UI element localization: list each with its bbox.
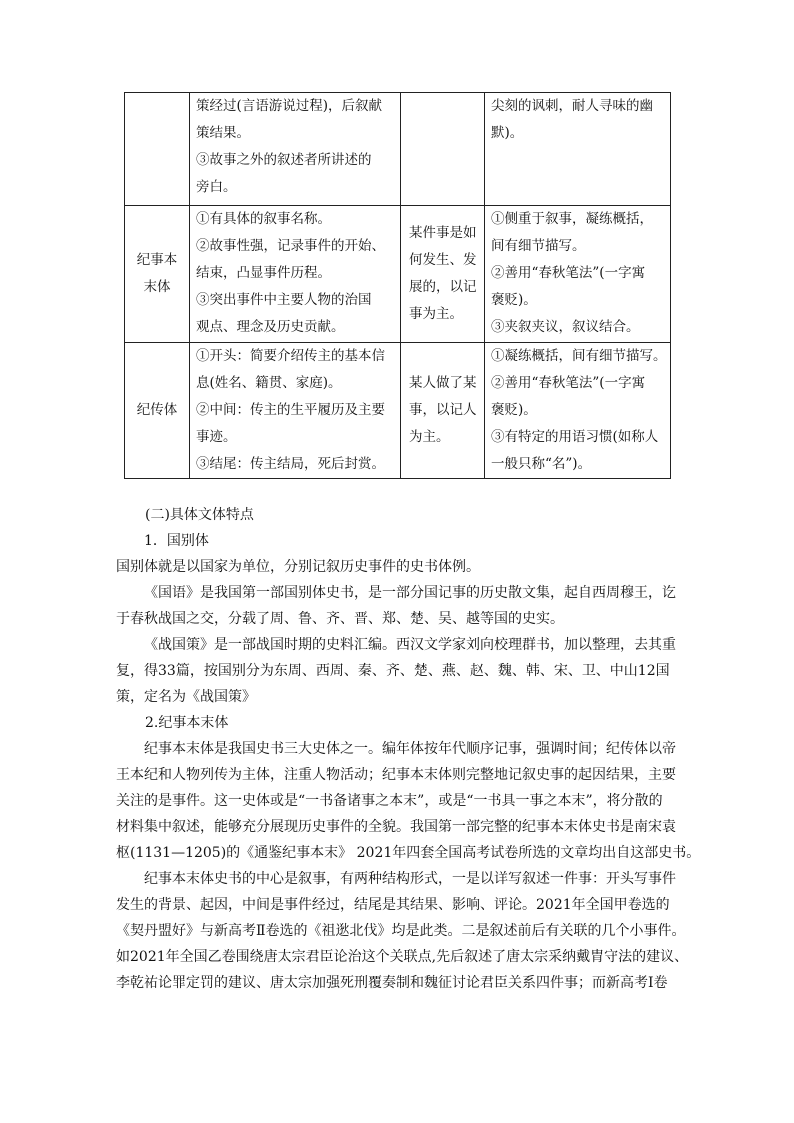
paragraph-jishi-structure-line: 李乾祐论罪定罚的建议、唐太宗加强死刑覆奏制和魏征讨论君臣关系四件事；而新高考Ⅰ卷 [116,975,668,991]
cell-text-line: 纪传体 [136,402,178,418]
cell-text-line: ③结尾：传主结局，死后封赏。 [196,456,385,472]
paragraph-zhanguoce-line: 复，得33篇，按国别分为东周、西周、秦、齐、楚、燕、赵、魏、韩、宋、卫、中山12国 [116,663,670,679]
narrative-focus-cell [401,343,485,479]
section-heading: (二)具体文体特点 [145,507,254,523]
subsection-heading-jishibenmoti: 2.纪事本末体 [145,715,229,731]
paragraph-zhanguoce-line: 策，定名为《战国策》 [116,689,256,705]
cell-text-line: ①凝练概括，间有细节描写。 [491,348,667,364]
cell-text-line: 观点、理念及历史贡献。 [196,319,345,335]
genre-name-cell [125,206,190,343]
genre-name-cell [125,93,190,206]
subsection-heading-guobieti: 1．国别体 [144,533,209,549]
cell-text-line: 旁白。 [196,179,237,195]
genre-comparison-table [124,92,671,479]
cell-text-line: 褒贬)。 [491,292,537,308]
paragraph-guoyu-line: 《国语》是我国第一部国别体史书，是一部分国记事的历史散文集，起自西周穆王，讫 [144,585,676,601]
cell-text-line: ②故事性强，记录事件的开始、 [196,238,385,254]
narrative-focus-cell [401,206,485,343]
cell-text-line: 息(姓名、籍贯、家庭)。 [196,375,342,391]
cell-text-line: 结束，凸显事件历程。 [196,265,331,281]
structure-features-cell [190,93,401,206]
cell-text-line: 为主。 [409,429,450,445]
cell-text-line: 事，以记人 [409,402,477,418]
genre-name-cell [125,343,190,479]
cell-text-line: 某人做了某 [409,375,477,391]
structure-features-cell [190,343,401,479]
paragraph-jishi-structure-line: 纪事本末体史书的中心是叙事，有两种结构形式，一是以详写叙述一件事：开头写事件 [144,871,676,887]
structure-features-cell [190,206,401,343]
cell-text-line: ②中间：传主的生平履历及主要 [196,402,385,418]
cell-text-line: 尖刻的讽刺，耐人寻味的幽 [491,98,653,114]
paragraph-jishi-structure-line: 如2021年全国乙卷围绕唐太宗君臣论治这个关联点,先后叙述了唐太宗采纳戴胄守法的建议、 [116,949,689,965]
cell-text-line: 一般只称“名”)。 [491,456,592,472]
table-row-jishibenmoti [125,206,671,343]
narrative-focus-cell [401,93,485,206]
cell-text-line: 纪事本 [136,252,178,268]
cell-text-line: 事迹。 [196,429,237,445]
cell-text-line: 何发生、发 [409,252,477,268]
cell-text-line: 展的，以记 [409,279,477,295]
paragraph-guoyu-line: 于春秋战国之交，分载了周、鲁、齐、晋、郑、楚、吴、越等国的史实。 [116,611,564,627]
paragraph-guobieti-definition: 国别体就是以国家为单位，分别记叙历史事件的史书体例。 [116,559,480,575]
language-style-cell [485,93,671,206]
table-row-jizhuanti [125,343,671,479]
paragraph-jishi-structure-line: 《契丹盟好》与新高考Ⅱ卷选的《祖逖北伐》均是此类。二是叙述前后有关联的几个小事件。 [116,923,686,939]
cell-text-line: ③突出事件中主要人物的治国 [196,292,372,308]
cell-text-line: ③夹叙夹议，叙议结合。 [491,319,640,335]
language-style-cell [485,206,671,343]
paragraph-jishi-intro-line: 材料集中叙述，能够充分展现历史事件的全貌。我国第一部完整的纪事本末体史书是南宋袁 [116,819,676,835]
cell-text-line: 间有细节描写。 [491,238,586,254]
cell-text-line: ①开头：简要介绍传主的基本信 [196,348,385,364]
paragraph-zhanguoce-line: 《战国策》是一部战国时期的史料汇编。西汉文学家刘向校理群书，加以整理，去其重 [144,637,676,653]
cell-text-line: ①有具体的叙事名称。 [196,211,331,227]
cell-text-line: 褒贬)。 [491,402,537,418]
cell-text-line: 策经过(言语游说过程)，后叙献 [196,98,383,114]
cell-text-line: ③有特定的用语习惯(如称人 [491,429,659,445]
cell-text-line: ①侧重于叙事，凝练概括， [491,211,653,227]
cell-text-line: ②善用“春秋笔法”(一字寓 [491,265,646,281]
paragraph-jishi-intro-line: 枢(1131—1205)的《通鉴纪事本末》 2021年四套全国高考试卷所选的文章均出自这部史书。 [116,845,701,861]
language-style-cell [485,343,671,479]
paragraph-jishi-structure-line: 发生的背景、起因，中间是事件经过，结尾是其结果、影响、评论。2021年全国甲卷选的 [116,897,670,913]
paragraph-jishi-intro-line: 纪事本末体是我国史书三大史体之一。编年体按年代顺序记事，强调时间；纪传体以帝 [144,741,676,757]
cell-text-line: 默)。 [491,125,524,141]
cell-text-line: 事为主。 [409,306,463,322]
table-row-continued [125,93,671,206]
cell-text-line: 末体 [143,279,171,295]
cell-text-line: ②善用“春秋笔法”(一字寓 [491,375,646,391]
cell-text-line: ③故事之外的叙述者所讲述的 [196,152,372,168]
body-text [116,502,701,996]
paragraph-jishi-intro-line: 王本纪和人物列传为主体，注重人物活动；纪事本末体则完整地记叙史事的起因结果，主要 [116,767,676,783]
cell-text-line: 某件事是如 [409,225,477,241]
paragraph-jishi-intro-line: 关注的是事件。这一史体或是“一书备诸事之本末”，或是“一书具一事之本末”，将分散的 [116,793,663,809]
cell-text-line: 策结果。 [196,125,250,141]
